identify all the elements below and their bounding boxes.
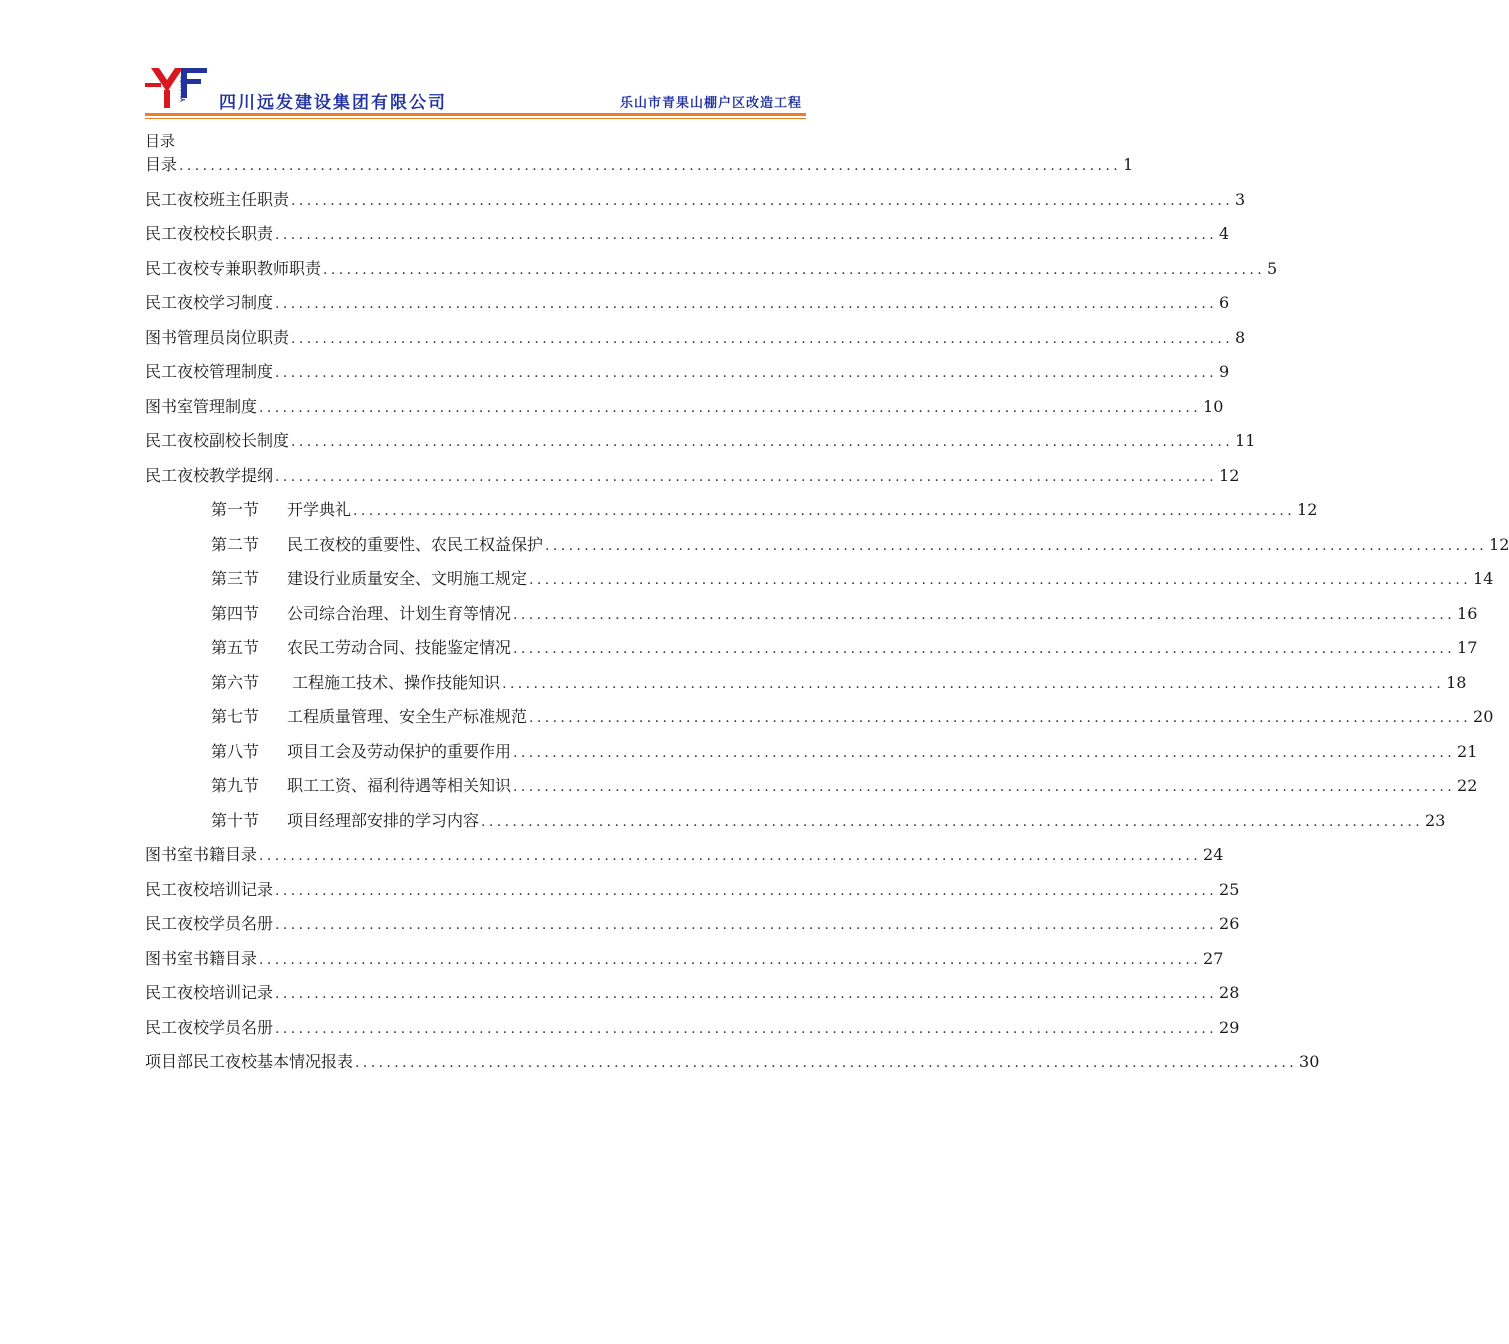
toc-leader-dots: ........................................................................................................................	[291, 434, 1234, 450]
toc-entry[interactable]	[145, 942, 1224, 977]
toc-entry[interactable]	[145, 459, 1240, 494]
toc-subentry-title-group	[211, 666, 500, 701]
toc-entry[interactable]	[145, 252, 1278, 287]
toc-page-number: 27	[1203, 948, 1224, 968]
company-logo	[145, 68, 209, 110]
toc-page-number: 22	[1457, 776, 1478, 795]
toc-entry-title: 图书室管理制度	[145, 396, 258, 416]
toc-leader-dots: ........................................................................................................................	[291, 192, 1234, 209]
toc-page-number: 6	[1219, 293, 1230, 312]
toc-entry-title: 民工夜校副校长制度	[145, 431, 290, 450]
toc-page-number: 30	[1299, 1052, 1320, 1071]
toc-entry-title: 公司综合治理、计划生育等情况	[287, 603, 512, 623]
toc-entry-title: 民工夜校管理制度	[145, 362, 274, 381]
toc-leader-dots: ........................................................................................................................	[355, 1055, 1298, 1071]
toc-leader-dots: ........................................................................................................................	[513, 744, 1456, 761]
toc-subentry-title-group	[211, 493, 351, 528]
toc-section-label: 第八节	[211, 741, 260, 761]
toc-page-number: 17	[1457, 638, 1478, 657]
toc-page-number: 12	[1297, 500, 1318, 519]
toc-leader-dots: ........................................................................................................................	[502, 675, 1445, 692]
toc-subentry-title-group	[211, 631, 511, 666]
toc-leader-dots: ........................................................................................................................	[259, 951, 1202, 968]
toc-entry-title: 开学典礼	[287, 500, 352, 519]
toc-leader-dots: ........................................................................................................................	[529, 572, 1472, 588]
toc-leader-dots: ........................................................................................................................	[291, 330, 1234, 347]
toc-section-label: 第一节	[211, 500, 260, 519]
toc-entry-title: 图书室书籍目录	[145, 845, 258, 864]
toc-subentry[interactable]	[145, 562, 1494, 597]
toc-subentry-title-group	[211, 562, 527, 597]
company-name: 四川远发建设集团有限公司	[219, 93, 447, 113]
toc-section-label: 第九节	[211, 776, 260, 795]
toc-leader-dots: ........................................................................................................................	[323, 261, 1266, 278]
toc-section-label: 第十节	[211, 810, 260, 830]
toc-entry[interactable]	[145, 217, 1230, 252]
toc-page-number: 1	[1123, 155, 1134, 174]
toc-page-number: 9	[1219, 362, 1230, 381]
toc-subentry-title-group	[211, 735, 511, 770]
toc-page-number: 5	[1267, 258, 1278, 278]
toc-section-label: 第七节	[211, 707, 260, 726]
toc-leader-dots: ........................................................................................................................	[275, 986, 1218, 1002]
logo-text: YUANFA	[180, 75, 187, 102]
toc-leader-dots: ........................................................................................................................	[513, 779, 1456, 795]
toc-page-number: 11	[1235, 431, 1256, 450]
header-rule-thin	[145, 118, 806, 119]
toc-entry[interactable]	[145, 1045, 1320, 1080]
toc-page-number: 25	[1219, 879, 1240, 899]
toc-entry[interactable]	[145, 907, 1240, 942]
toc-leader-dots: ........................................................................................................................	[275, 882, 1218, 899]
toc-subentry-title-group	[211, 597, 511, 632]
toc-entry-title: 民工夜校班主任职责	[145, 189, 290, 209]
toc-entry-title: 图书管理员岗位职责	[145, 327, 290, 347]
toc-entry-title: 图书室书籍目录	[145, 948, 258, 968]
toc-page-number: 18	[1446, 672, 1467, 692]
toc-page-number: 12	[1489, 534, 1509, 554]
page-header	[145, 64, 806, 122]
toc-leader-dots: ........................................................................................................................	[481, 813, 1424, 830]
toc-page-number: 21	[1457, 741, 1478, 761]
toc-leader-dots: ........................................................................................................................	[275, 917, 1218, 933]
toc-leader-dots: ........................................................................................................................	[275, 227, 1218, 243]
toc-entry-title: 职工工资、福利待遇等相关知识	[287, 776, 512, 795]
toc-page-number: 29	[1219, 1017, 1240, 1037]
toc-page-number: 3	[1235, 189, 1246, 209]
toc-page-number: 23	[1425, 810, 1446, 830]
toc-subentry[interactable]	[145, 735, 1478, 770]
toc-section-label: 第四节	[211, 603, 260, 623]
toc-page-number: 14	[1473, 569, 1494, 588]
toc-leader-dots: ........................................................................................................................	[179, 158, 1122, 174]
toc-entry-title: 目录	[145, 155, 178, 174]
toc-subentry[interactable]	[145, 804, 1446, 839]
toc-leader-dots: ........................................................................................................................	[259, 399, 1202, 416]
toc-leader-dots: ........................................................................................................................	[513, 641, 1456, 657]
toc-leader-dots: ........................................................................................................................	[275, 365, 1218, 381]
toc-page-number: 16	[1457, 603, 1478, 623]
toc-page-number: 20	[1473, 707, 1494, 726]
toc-entry-title: 建设行业质量安全、文明施工规定	[287, 569, 528, 588]
toc-entry-title: 民工夜校培训记录	[145, 983, 274, 1002]
toc-page-number: 4	[1219, 224, 1230, 243]
toc-entry-title: 项目经理部安排的学习内容	[287, 810, 480, 830]
toc-subentry[interactable]	[145, 597, 1478, 632]
toc-entry-title: 民工夜校专兼职教师职责	[145, 258, 322, 278]
toc-subentry[interactable]	[145, 700, 1494, 735]
toc-section-label: 第三节	[211, 569, 260, 588]
toc-entry-title: 项目部民工夜校基本情况报表	[145, 1052, 354, 1071]
toc-page-number: 24	[1203, 845, 1224, 864]
toc-page-number: 8	[1235, 327, 1246, 347]
toc-page-number: 12	[1219, 465, 1240, 485]
toc-entry[interactable]	[145, 424, 1256, 459]
toc-entry[interactable]	[145, 390, 1224, 425]
toc-subentry[interactable]	[145, 493, 1318, 528]
toc-entry[interactable]	[145, 976, 1240, 1011]
table-of-contents	[145, 148, 1509, 1080]
toc-entry[interactable]	[145, 873, 1240, 908]
header-rule	[145, 113, 806, 116]
toc-entry-title: 民工夜校学习制度	[145, 293, 274, 312]
toc-leader-dots: ........................................................................................................................	[529, 710, 1472, 726]
toc-entry[interactable]	[145, 183, 1246, 218]
toc-page-number: 28	[1219, 983, 1240, 1002]
toc-section-label: 第六节	[211, 672, 260, 692]
toc-leader-dots: ........................................................................................................................	[275, 468, 1218, 485]
toc-section-label: 第二节	[211, 534, 260, 554]
toc-entry[interactable]	[145, 148, 1134, 183]
toc-leader-dots: ........................................................................................................................	[259, 848, 1202, 864]
toc-entry-title: 民工夜校校长职责	[145, 224, 274, 243]
toc-leader-dots: ........................................................................................................................	[353, 503, 1296, 519]
toc-subentry[interactable]	[145, 666, 1467, 701]
toc-entry[interactable]	[145, 1011, 1240, 1046]
toc-entry-title: 工程质量管理、安全生产标准规范	[287, 707, 528, 726]
toc-subentry-title-group	[211, 700, 527, 735]
toc-entry-title: 民工夜校教学提纲	[145, 465, 274, 485]
toc-entry-title: 工程施工技术、操作技能知识	[287, 672, 501, 692]
toc-entry-title: 农民工劳动合同、技能鉴定情况	[287, 638, 512, 657]
toc-entry-title: 民工夜校学员名册	[145, 1017, 274, 1037]
toc-section-label: 第五节	[211, 638, 260, 657]
toc-entry[interactable]	[145, 321, 1246, 356]
toc-entry[interactable]	[145, 286, 1230, 321]
toc-entry-title: 民工夜校学员名册	[145, 914, 274, 933]
toc-subentry[interactable]	[145, 631, 1478, 666]
toc-entry-title: 民工夜校的重要性、农民工权益保护	[287, 534, 544, 554]
toc-leader-dots: ........................................................................................................................	[275, 296, 1218, 312]
toc-page-number: 26	[1219, 914, 1240, 933]
toc-subentry[interactable]	[145, 528, 1509, 563]
toc-entry-title: 民工夜校培训记录	[145, 879, 274, 899]
toc-subentry-title-group	[211, 769, 511, 804]
toc-entry-title: 项目工会及劳动保护的重要作用	[287, 741, 512, 761]
toc-entry[interactable]	[145, 355, 1230, 390]
project-name: 乐山市青果山棚户区改造工程	[619, 96, 802, 111]
toc-subentry[interactable]	[145, 769, 1478, 804]
toc-subentry-title-group	[211, 804, 479, 839]
toc-leader-dots: ........................................................................................................................	[275, 1020, 1218, 1037]
toc-leader-dots: ........................................................................................................................	[545, 537, 1488, 554]
toc-subentry-title-group	[211, 528, 543, 563]
toc-leader-dots: ........................................................................................................................	[513, 606, 1456, 623]
toc-page-number: 10	[1203, 396, 1224, 416]
toc-entry[interactable]	[145, 838, 1224, 873]
toc-heading: 目录	[145, 132, 176, 150]
